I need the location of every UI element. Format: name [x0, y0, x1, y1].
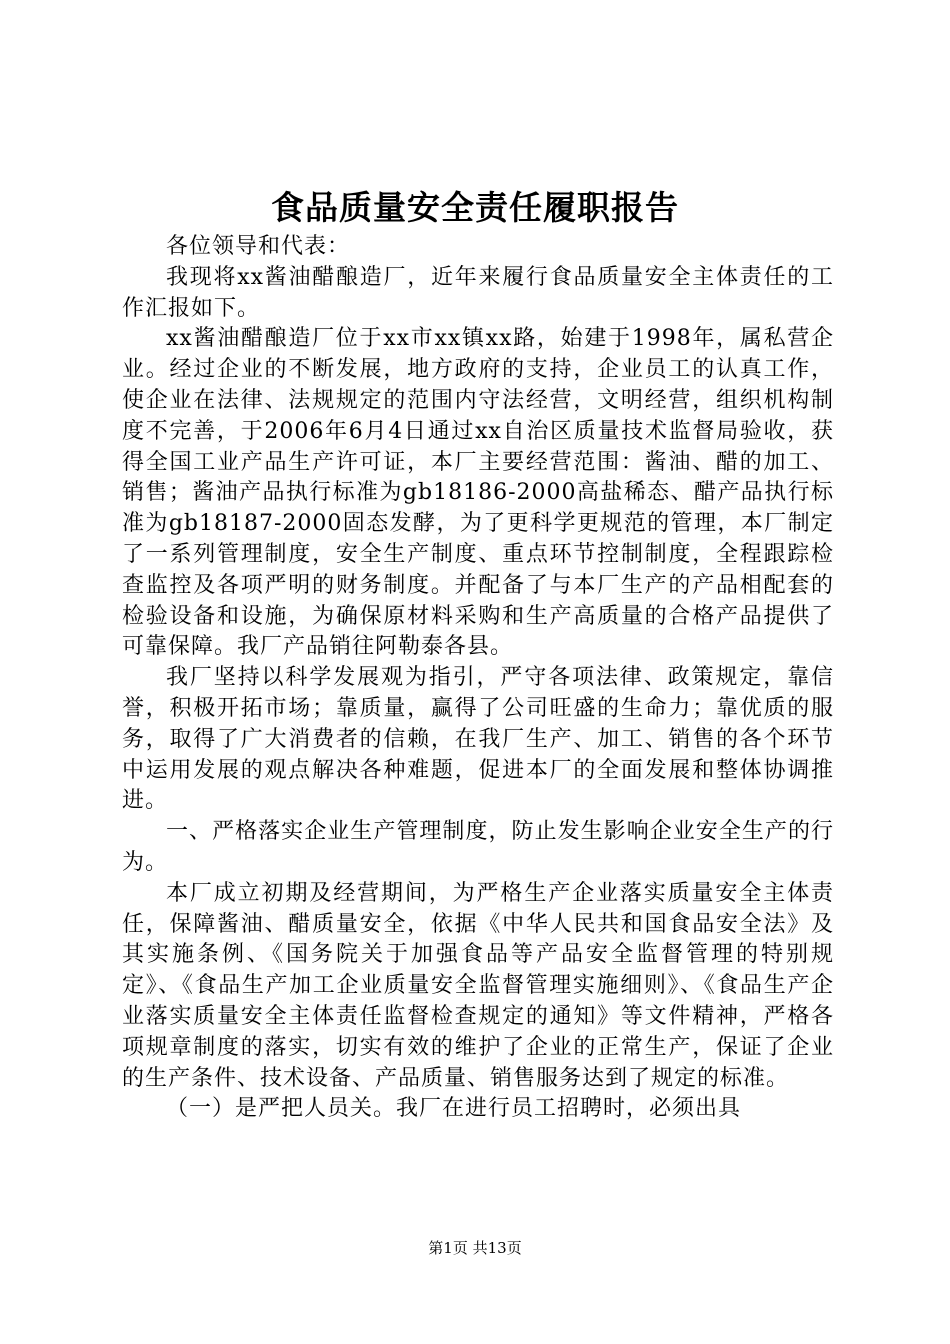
regulation-paragraph: 本厂成立初期及经营期间，为严格生产企业落实质量安全主体责任，保障酱油、醋质量安全，依据《中华人民共和国食品安全法》及其实施条例、《国务院关于加强食品等产品安全监督管理的特别规定》、《食品生产加工企业质量安全监督管理实施细则》、《食品生产企业落实质量安全主体责任监督检查规定的通知》等文件精神，严格各项规章制度的落实，切实有效的维护了企业的正常生产，保证了企业的生产条件、技术设备、产品质量、销售服务达到了规定的标准。 [122, 880, 834, 1091]
document-body [122, 232, 834, 1125]
salutation-paragraph: 各位领导和代表： [166, 234, 351, 259]
document-title: 食品质量安全责任履职报告 [271, 188, 679, 227]
page-footer: 第1页 共13页 [428, 1239, 522, 1257]
subsection-paragraph-1: （一）是严把人员关。我厂在进行员工招聘时，必须出具 [166, 1096, 742, 1122]
company-overview-paragraph: xx酱油醋酿造厂位于xx市xx镇xx路，始建于1998年，属私营企业。经过企业的不断发展，地方政府的支持，企业员工的认真工作，使企业在法律、法规规定的范围内守法经营，文明经营，组织机构制度不完善，于2006年6月4日通过xx自治区质量技术监督局验收，获得全国工业产品生产许可证，本厂主要经营范围：酱油、醋的加工、销售；酱油产品执行标准为gb18186-2000高盐稀态、醋产品执行标准为gb18187-2000固态发酵，为了更科学更规范的管理，本厂制定了一系列管理制度，安全生产制度、重点环节控制制度，全程跟踪检查监控及各项严明的财务制度。并配备了与本厂生产的产品相配套的检验设备和设施，为确保原材料采购和生产高质量的合格产品提供了可靠保障。我厂产品销往阿勒泰各县。 [122, 326, 834, 660]
section-heading-1: 一、严格落实企业生产管理制度，防止发生影响企业安全生产的行为。 [122, 819, 834, 875]
intro-paragraph: 我现将xx酱油醋酿造厂，近年来履行食品质量安全主体责任的工作汇报如下。 [122, 264, 834, 321]
development-paragraph: 我厂坚持以科学发展观为指引，严守各项法律、政策规定，靠信誉，积极开拓市场；靠质量，赢得了公司旺盛的生命力；靠优质的服务，取得了广大消费者的信赖，在我厂生产、加工、销售的各个环节中运用发展的观点解决各种难题，促进本厂的全面发展和整体协调推进。 [122, 665, 834, 814]
